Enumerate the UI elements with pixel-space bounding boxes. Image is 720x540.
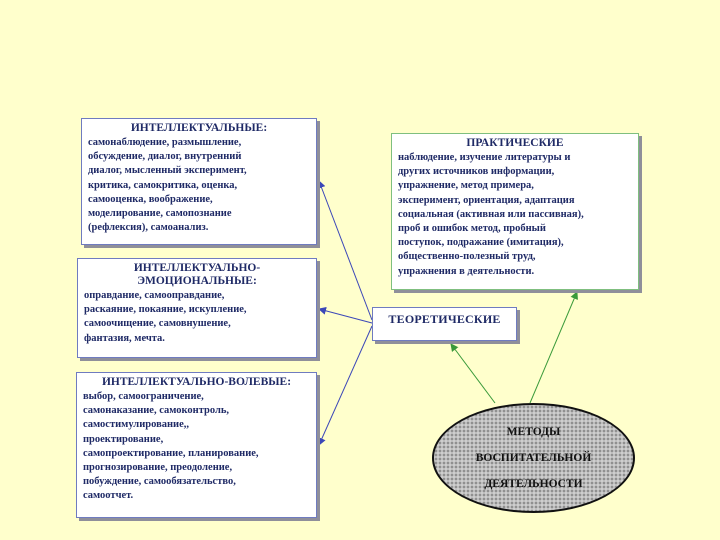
volitional-methods-box xyxy=(76,372,317,518)
practical-line: эксперимент, ориентация, адаптация xyxy=(398,194,575,206)
theoretical-methods-box xyxy=(372,307,517,341)
volitional-line: проектирование, xyxy=(83,433,164,445)
intellectual-line: обсуждение, диалог, внутренний xyxy=(88,151,242,163)
intellectual-line: моделирование, самопознание xyxy=(88,208,232,220)
volitional-line: выбор, самоограничение, xyxy=(83,391,204,402)
practical-line: поступок, подражание (имитация), xyxy=(398,237,564,249)
intellectual-line: (рефлексия), самоанализ. xyxy=(88,222,209,234)
intellectual-line: самооценка, воображение, xyxy=(88,193,213,205)
practical-list xyxy=(398,151,632,279)
volitional-line: прогнозирование, преодоление, xyxy=(83,462,233,474)
arrow-methods-to-theoretical xyxy=(451,344,495,403)
emotional-list xyxy=(84,289,310,346)
arrow-methods-to-practical xyxy=(530,292,577,403)
methods-label-line: ВОСПИТАТЕЛЬНОЙ xyxy=(475,451,592,464)
volitional-line: самонаказание, самоконтроль, xyxy=(83,405,230,417)
practical-line: упражнение, метод примера, xyxy=(398,180,534,192)
emotional-line: фантазия, мечта. xyxy=(84,332,165,344)
practical-line: наблюдение, изучение литературы и xyxy=(398,152,571,163)
arrow-theoretical-to-emotional xyxy=(319,309,372,323)
practical-line: социальная (активная или пассивная), xyxy=(398,208,584,220)
theoretical-label: ТЕОРЕТИЧЕСКИЕ xyxy=(388,311,501,326)
practical-line: общественно-полезный труд, xyxy=(398,251,536,263)
emotional-methods-box xyxy=(77,258,317,358)
emotional-line: оправдание, самооправдание, xyxy=(84,290,225,301)
methods-label xyxy=(476,413,592,504)
emotional-heading-line: ЭМОЦИОНАЛЬНЫЕ: xyxy=(137,275,257,287)
practical-line: упражнения в деятельности. xyxy=(398,265,535,277)
practical-methods-box xyxy=(391,133,639,290)
volitional-line: самостимулирование,, xyxy=(83,419,190,431)
volitional-list xyxy=(83,390,310,504)
intellectual-heading: ИНТЕЛЛЕКТУАЛЬНЫЕ: xyxy=(130,122,268,134)
emotional-line: самоочищение, самовнушение, xyxy=(84,318,231,330)
practical-line: других источников информации, xyxy=(398,166,555,178)
emotional-line: раскаяние, покаяние, искупление, xyxy=(84,304,247,316)
emotional-heading xyxy=(84,262,310,288)
intellectual-line: самонаблюдение, размышление, xyxy=(88,137,242,148)
methods-label-line: МЕТОДЫ xyxy=(506,425,561,438)
volitional-heading: ИНТЕЛЛЕКТУАЛЬНО-ВОЛЕВЫЕ: xyxy=(101,376,292,388)
volitional-line: побуждение, самообязательство, xyxy=(83,476,236,488)
practical-heading: ПРАКТИЧЕСКИЕ xyxy=(466,137,564,149)
arrow-theoretical-to-volitional xyxy=(319,326,372,445)
methods-label-line: ДЕЯТЕЛЬНОСТИ xyxy=(484,477,583,490)
methods-ellipse xyxy=(432,403,635,513)
volitional-line: самопроектирование, планирование, xyxy=(83,447,259,459)
arrow-theoretical-to-intellectual xyxy=(319,181,372,320)
intellectual-list xyxy=(88,136,310,235)
emotional-heading-line: ИНТЕЛЛЕКТУАЛЬНО- xyxy=(133,262,261,274)
volitional-line: самоотчет. xyxy=(83,490,134,502)
practical-line: проб и ошибок метод, пробный xyxy=(398,223,546,235)
intellectual-methods-box xyxy=(81,118,317,245)
intellectual-line: критика, самокритика, оценка, xyxy=(88,179,238,191)
intellectual-line: диалог, мысленный эксперимент, xyxy=(88,165,247,177)
